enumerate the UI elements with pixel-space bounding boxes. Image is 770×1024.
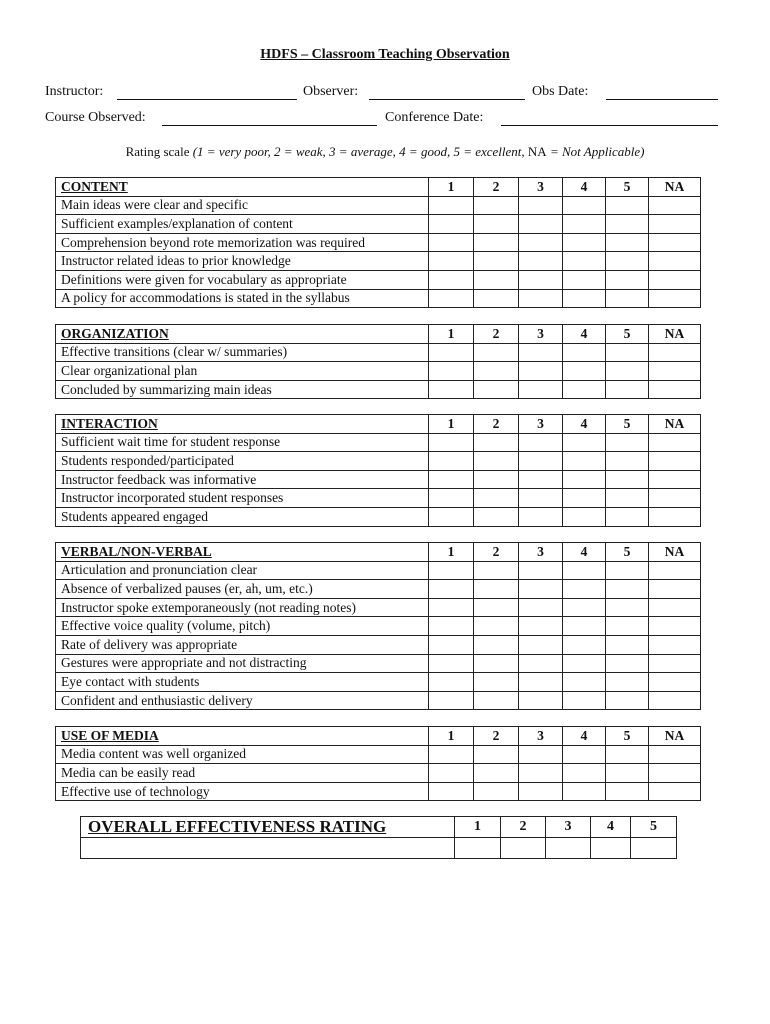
rating-cell[interactable] [429,782,474,801]
rating-cell[interactable] [606,561,649,580]
obs-date-label: Obs Date: [532,84,589,99]
scale-header: NA [649,178,701,197]
section-header-row [56,543,701,562]
table-row [56,470,701,489]
rating-cell[interactable] [474,764,519,783]
scale-header: NA [649,543,701,562]
rating-cell[interactable] [429,380,474,399]
rating-cell[interactable] [649,452,701,471]
rating-cell[interactable] [649,617,701,636]
rating-cell[interactable] [474,215,519,234]
section-heading: ORGANIZATION [56,325,429,344]
rating-cell[interactable] [519,580,563,599]
section-header-row [56,727,701,746]
rating-cell[interactable] [606,215,649,234]
criterion-label: Instructor feedback was informative [56,470,429,489]
rating-cell[interactable] [606,654,649,673]
rating-cell[interactable] [649,489,701,508]
rating-cell[interactable] [649,380,701,399]
scale-header: NA [649,727,701,746]
rating-cell[interactable] [563,691,606,710]
scale-header: 1 [429,415,474,434]
overall-rating-cell-1[interactable] [455,838,501,859]
criterion-label: Concluded by summarizing main ideas [56,380,429,399]
scale-header: 3 [519,415,563,434]
rating-cell[interactable] [474,233,519,252]
rating-cell[interactable] [429,507,474,526]
rating-cell[interactable] [649,673,701,692]
overall-scale-3: 3 [546,817,591,838]
table-row [56,617,701,636]
rating-cell[interactable] [519,215,563,234]
rating-cell[interactable] [429,252,474,271]
rating-cell[interactable] [649,470,701,489]
criterion-label: Absence of verbalized pauses (er, ah, um, etc.) [56,580,429,599]
scale-header: 4 [563,178,606,197]
criterion-label: Students responded/participated [56,452,429,471]
criterion-label: Media can be easily read [56,764,429,783]
table-row [56,362,701,381]
table-row [56,489,701,508]
rating-scale-text: (1 = very poor, 2 = weak, 3 = average, 4 = good, 5 = excellent, [192,144,525,159]
rating-cell[interactable] [429,635,474,654]
table-row [56,745,701,764]
criterion-label: Sufficient wait time for student response [56,433,429,452]
rating-cell[interactable] [563,270,606,289]
rating-cell[interactable] [429,691,474,710]
overall-rating-cell-2[interactable] [501,838,546,859]
rating-cell[interactable] [429,452,474,471]
rating-cell[interactable] [563,617,606,636]
rating-cell[interactable] [519,561,563,580]
rating-cell[interactable] [606,691,649,710]
rating-cell[interactable] [563,764,606,783]
rating-cell[interactable] [429,654,474,673]
rating-cell[interactable] [606,362,649,381]
rating-cell[interactable] [519,380,563,399]
rating-cell[interactable] [474,745,519,764]
rating-scale-na-abbr: NA [524,144,547,159]
rating-cell[interactable] [563,252,606,271]
rating-cell[interactable] [649,598,701,617]
scale-header: 2 [474,178,519,197]
rating-cell[interactable] [429,215,474,234]
rating-cell[interactable] [429,745,474,764]
rating-cell[interactable] [563,598,606,617]
rating-cell[interactable] [606,452,649,471]
criterion-label: Instructor related ideas to prior knowledge [56,252,429,271]
criterion-label: Eye contact with students [56,673,429,692]
conference-date-label: Conference Date: [385,110,484,125]
rating-cell[interactable] [563,580,606,599]
rating-cell[interactable] [474,343,519,362]
rating-cell[interactable] [429,764,474,783]
rating-cell[interactable] [474,452,519,471]
rating-cell[interactable] [429,580,474,599]
rating-cell[interactable] [474,635,519,654]
section-header-row [56,178,701,197]
rating-cell[interactable] [474,507,519,526]
rating-cell[interactable] [519,233,563,252]
rating-cell[interactable] [474,580,519,599]
conference-date-field[interactable] [501,111,718,126]
rating-cell[interactable] [606,782,649,801]
rating-cell[interactable] [606,289,649,308]
table-row [56,691,701,710]
criterion-label: Instructor spoke extemporaneously (not reading notes) [56,598,429,617]
overall-rating-row [81,838,677,859]
rating-cell[interactable] [563,561,606,580]
rating-cell[interactable] [519,617,563,636]
rating-cell[interactable] [606,745,649,764]
observer-label: Observer: [303,84,359,99]
rating-cell[interactable] [649,233,701,252]
rating-cell[interactable] [606,489,649,508]
rating-cell[interactable] [519,764,563,783]
rating-cell[interactable] [429,470,474,489]
rating-cell[interactable] [474,617,519,636]
overall-scale-1: 1 [455,817,501,838]
table-row [56,270,701,289]
rating-cell[interactable] [563,215,606,234]
overall-scale-2: 2 [501,817,546,838]
rating-cell[interactable] [563,489,606,508]
rating-cell[interactable] [649,561,701,580]
criterion-label: Effective voice quality (volume, pitch) [56,617,429,636]
rating-cell[interactable] [606,270,649,289]
criterion-label: Media content was well organized [56,745,429,764]
rating-cell[interactable] [519,470,563,489]
overall-rating-cell-3[interactable] [546,838,591,859]
rating-cell[interactable] [606,380,649,399]
overall-rating-table [80,816,677,859]
scale-header: 1 [429,543,474,562]
table-row [56,673,701,692]
rating-cell[interactable] [429,233,474,252]
rating-cell[interactable] [649,764,701,783]
section-header-row [56,415,701,434]
rating-cell[interactable] [649,635,701,654]
rating-scale-note [0,144,770,160]
rating-cell[interactable] [649,343,701,362]
section-header-row [56,325,701,344]
criterion-label: A policy for accommodations is stated in the syllabus [56,289,429,308]
rating-cell[interactable] [519,507,563,526]
criterion-label: Effective use of technology [56,782,429,801]
rating-cell[interactable] [519,691,563,710]
table-row [56,580,701,599]
rating-cell[interactable] [563,433,606,452]
rating-cell[interactable] [429,489,474,508]
section-table-content [55,177,701,308]
rating-cell[interactable] [649,215,701,234]
criterion-label: Clear organizational plan [56,362,429,381]
scale-header: 5 [606,543,649,562]
rating-cell[interactable] [606,617,649,636]
criterion-label: Comprehension beyond rote memorization was required [56,233,429,252]
page-title: HDFS – Classroom Teaching Observation [260,47,510,62]
overall-rating-blank [81,838,455,859]
table-row [56,380,701,399]
scale-header: NA [649,325,701,344]
rating-cell[interactable] [563,507,606,526]
rating-cell[interactable] [429,617,474,636]
rating-cell[interactable] [563,470,606,489]
table-row [56,252,701,271]
rating-cell[interactable] [519,489,563,508]
section-table-interaction [55,414,701,527]
rating-cell[interactable] [649,580,701,599]
section-heading: VERBAL/NON-VERBAL [56,543,429,562]
section-table-verbal-non-verbal [55,542,701,710]
instructor-label: Instructor: [45,84,104,99]
table-row [56,507,701,526]
obs-date-field[interactable] [606,85,718,100]
section-heading: USE OF MEDIA [56,727,429,746]
rating-cell[interactable] [563,654,606,673]
scale-header: 3 [519,543,563,562]
scale-header: 2 [474,325,519,344]
rating-cell[interactable] [519,343,563,362]
scale-header: 2 [474,415,519,434]
rating-cell[interactable] [649,654,701,673]
rating-cell[interactable] [519,433,563,452]
section-heading: CONTENT [56,178,429,197]
scale-header: 2 [474,543,519,562]
rating-cell[interactable] [474,433,519,452]
rating-cell[interactable] [474,270,519,289]
rating-cell[interactable] [474,252,519,271]
overall-scale-5: 5 [631,817,677,838]
rating-cell[interactable] [519,452,563,471]
scale-header: 2 [474,727,519,746]
rating-cell[interactable] [519,635,563,654]
criterion-label: Rate of delivery was appropriate [56,635,429,654]
rating-cell[interactable] [649,196,701,215]
scale-header: 4 [563,325,606,344]
rating-cell[interactable] [563,362,606,381]
scale-header: 1 [429,727,474,746]
rating-cell[interactable] [649,745,701,764]
course-observed-label: Course Observed: [45,110,146,125]
table-row [56,343,701,362]
scale-header: 1 [429,178,474,197]
rating-cell[interactable] [649,433,701,452]
rating-cell[interactable] [429,362,474,381]
section-heading: INTERACTION [56,415,429,434]
table-row [56,215,701,234]
rating-cell[interactable] [563,782,606,801]
rating-cell[interactable] [429,270,474,289]
overall-header-row [81,817,677,838]
rating-cell[interactable] [474,362,519,381]
rating-cell[interactable] [519,270,563,289]
table-row [56,452,701,471]
scale-header: 4 [563,727,606,746]
scale-header: 5 [606,325,649,344]
rating-cell[interactable] [474,289,519,308]
rating-cell[interactable] [519,782,563,801]
rating-cell[interactable] [474,380,519,399]
table-row [56,598,701,617]
rating-cell[interactable] [649,252,701,271]
section-table-use-of-media [55,726,701,801]
rating-cell[interactable] [606,635,649,654]
rating-cell[interactable] [429,196,474,215]
rating-cell[interactable] [519,196,563,215]
rating-cell[interactable] [474,598,519,617]
table-row [56,654,701,673]
overall-rating-cell-4[interactable] [591,838,631,859]
rating-cell[interactable] [606,598,649,617]
table-row [56,782,701,801]
rating-cell[interactable] [606,433,649,452]
rating-cell[interactable] [474,782,519,801]
rating-cell[interactable] [429,343,474,362]
table-row [56,561,701,580]
rating-cell[interactable] [649,691,701,710]
rating-cell[interactable] [519,252,563,271]
rating-cell[interactable] [429,561,474,580]
rating-cell[interactable] [563,745,606,764]
scale-header: 5 [606,415,649,434]
rating-cell[interactable] [519,654,563,673]
rating-cell[interactable] [474,470,519,489]
rating-cell[interactable] [563,380,606,399]
criterion-label: Sufficient examples/explanation of content [56,215,429,234]
criterion-label: Students appeared engaged [56,507,429,526]
rating-cell[interactable] [649,289,701,308]
criterion-label: Gestures were appropriate and not distracting [56,654,429,673]
rating-scale-prefix: Rating scale [125,144,193,159]
rating-cell[interactable] [606,343,649,362]
rating-cell[interactable] [606,580,649,599]
table-row [56,764,701,783]
instructor-field[interactable] [117,85,297,100]
criterion-label: Instructor incorporated student responses [56,489,429,508]
rating-cell[interactable] [649,270,701,289]
rating-cell[interactable] [519,362,563,381]
rating-cell[interactable] [563,343,606,362]
criterion-label: Definitions were given for vocabulary as appropriate [56,270,429,289]
section-table-organization [55,324,701,399]
scale-header: 1 [429,325,474,344]
criterion-label: Effective transitions (clear w/ summaries) [56,343,429,362]
scale-header: 4 [563,415,606,434]
rating-cell[interactable] [429,598,474,617]
rating-cell[interactable] [474,489,519,508]
rating-cell[interactable] [474,561,519,580]
overall-scale-4: 4 [591,817,631,838]
rating-cell[interactable] [519,289,563,308]
table-row [56,289,701,308]
rating-cell[interactable] [563,196,606,215]
rating-cell[interactable] [563,233,606,252]
rating-cell[interactable] [649,507,701,526]
table-row [56,196,701,215]
criterion-label: Confident and enthusiastic delivery [56,691,429,710]
scale-header: 5 [606,727,649,746]
rating-cell[interactable] [563,673,606,692]
table-row [56,635,701,654]
observer-field[interactable] [369,85,525,100]
rating-cell[interactable] [429,289,474,308]
rating-cell[interactable] [474,673,519,692]
criterion-label: Main ideas were clear and specific [56,196,429,215]
table-row [56,233,701,252]
scale-header: 3 [519,178,563,197]
rating-cell[interactable] [429,673,474,692]
rating-cell[interactable] [563,289,606,308]
course-observed-field[interactable] [162,111,377,126]
rating-cell[interactable] [474,196,519,215]
rating-cell[interactable] [606,252,649,271]
rating-cell[interactable] [606,673,649,692]
rating-cell[interactable] [519,673,563,692]
overall-rating-cell-5[interactable] [631,838,677,859]
rating-cell[interactable] [606,507,649,526]
rating-cell[interactable] [606,764,649,783]
scale-header: NA [649,415,701,434]
scale-header: 3 [519,727,563,746]
rating-cell[interactable] [474,691,519,710]
scale-header: 4 [563,543,606,562]
rating-cell[interactable] [606,196,649,215]
rating-scale-na-text: = Not Applicable) [546,144,645,159]
rating-cell[interactable] [563,635,606,654]
rating-cell[interactable] [649,362,701,381]
criterion-label: Articulation and pronunciation clear [56,561,429,580]
scale-header: 3 [519,325,563,344]
scale-header: 5 [606,178,649,197]
rating-cell[interactable] [649,782,701,801]
rating-cell[interactable] [429,433,474,452]
rating-cell[interactable] [519,598,563,617]
rating-cell[interactable] [606,470,649,489]
overall-rating-label: OVERALL EFFECTIVENESS RATING [81,817,455,838]
rating-cell[interactable] [606,233,649,252]
rating-cell[interactable] [474,654,519,673]
rating-cell[interactable] [563,452,606,471]
table-row [56,433,701,452]
rating-cell[interactable] [519,745,563,764]
